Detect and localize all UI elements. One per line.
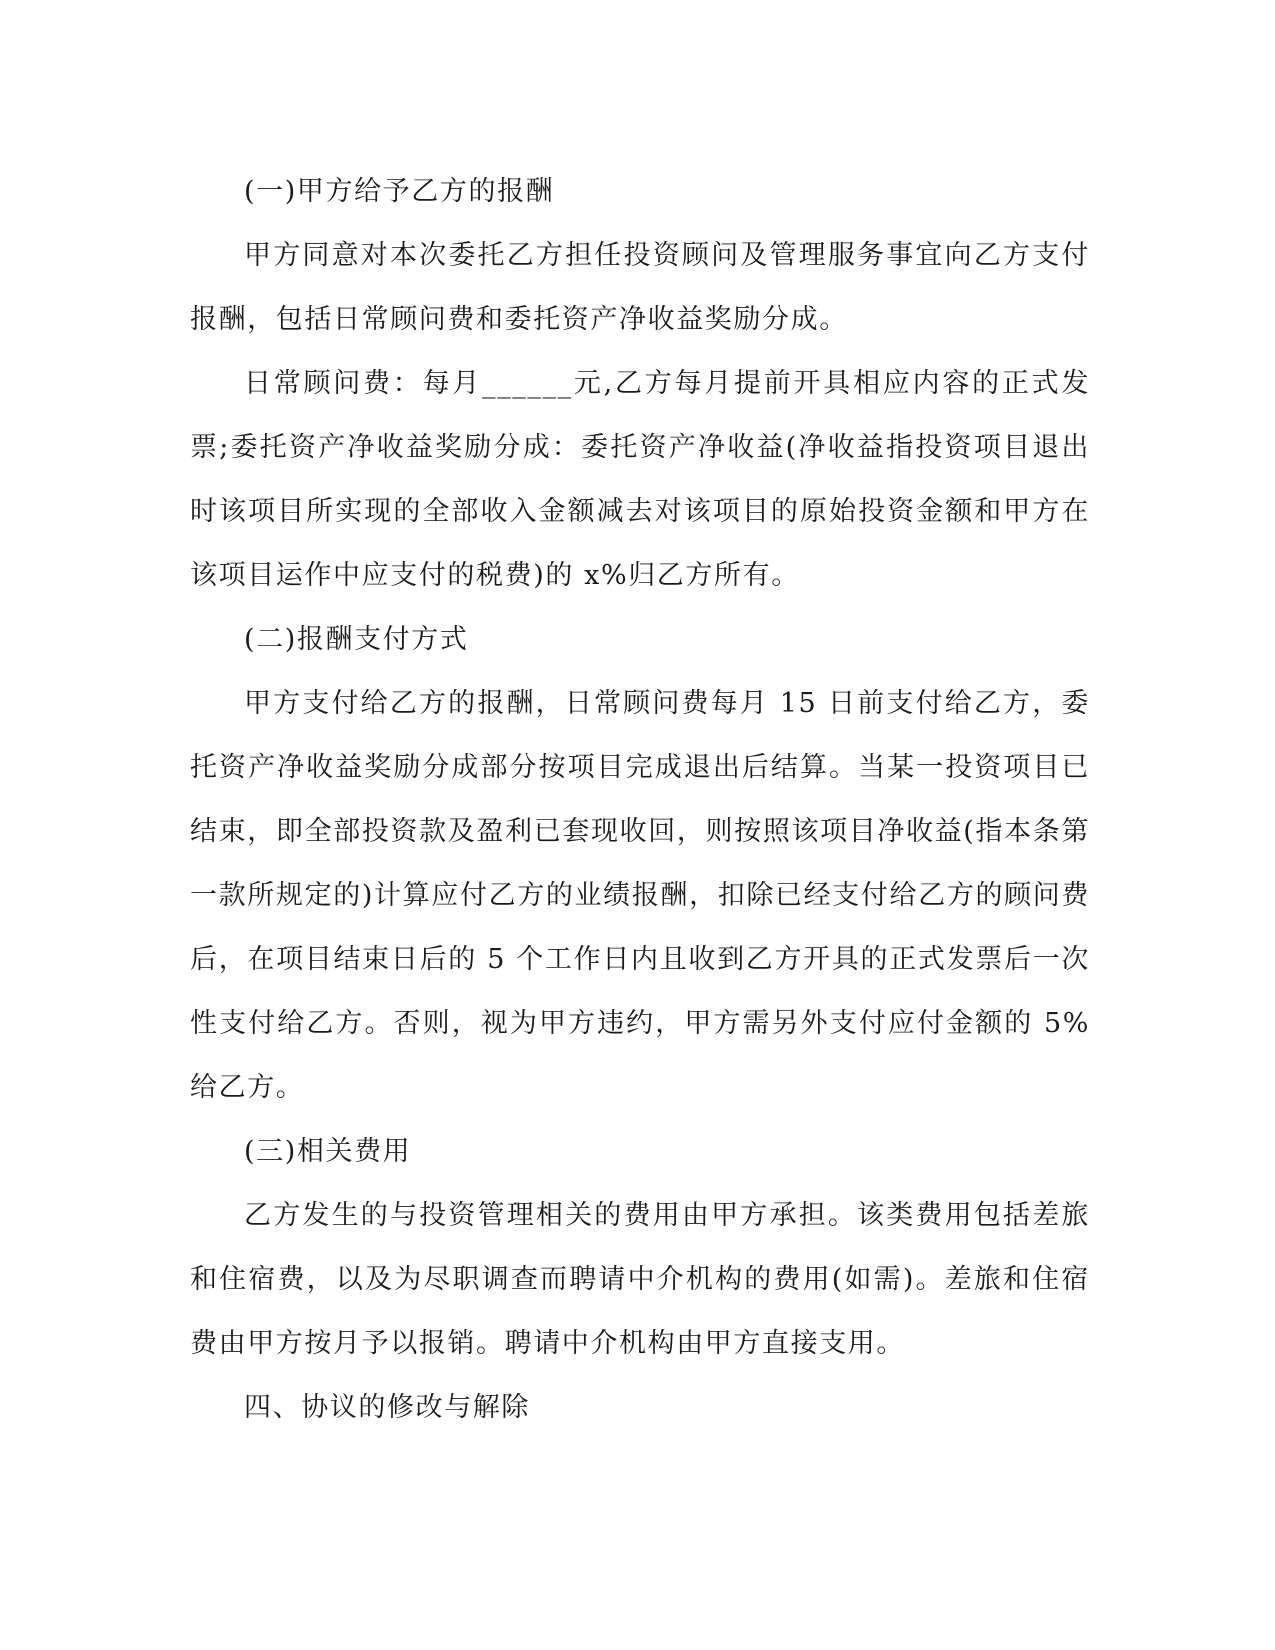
paragraph-fee-details: 日常顾问费：每月______元,乙方每月提前开具相应内容的正式发票;委托资产净收益奖励分成：委托资产净收益(净收益指投资项目退出时该项目所实现的全部收入金额减去对该项目的原始投资金额和甲方在该项目运作中应支付的税费)的 x%归乙方所有。 (190, 368, 1090, 591)
paragraph-remuneration-scope: 甲方同意对本次委托乙方担任投资顾问及管理服务事宜向乙方支付报酬，包括日常顾问费和委托资产净收益奖励分成。 (190, 240, 1090, 335)
document-body (190, 160, 1090, 1440)
section-heading-remuneration: (一)甲方给予乙方的报酬 (244, 176, 555, 207)
section-heading-related-expenses: (三)相关费用 (244, 1136, 412, 1167)
paragraph-payment-terms: 甲方支付给乙方的报酬，日常顾问费每月 15 日前支付给乙方，委托资产净收益奖励分成部分按项目完成退出后结算。当某一投资项目已结束，即全部投资款及盈利已套现收回，则按照该项目净收益(指本条第一款所规定的)计算应付乙方的业绩报酬，扣除已经支付给乙方的顾问费后，在项目结束日后的 5 个工作日内且收到乙方开具的正式发票后一次性支付给乙方。否则，视为甲方违约，甲方需另外支付应付金额的 5%给乙方。 (190, 688, 1090, 1103)
section-heading-payment-method: (二)报酬支付方式 (244, 624, 469, 655)
section-heading-amendment: 四、协议的修改与解除 (244, 1392, 530, 1423)
paragraph-expenses: 乙方发生的与投资管理相关的费用由甲方承担。该类费用包括差旅和住宿费，以及为尽职调查而聘请中介机构的费用(如需)。差旅和住宿费由甲方按月予以报销。聘请中介机构由甲方直接支用。 (190, 1200, 1090, 1359)
